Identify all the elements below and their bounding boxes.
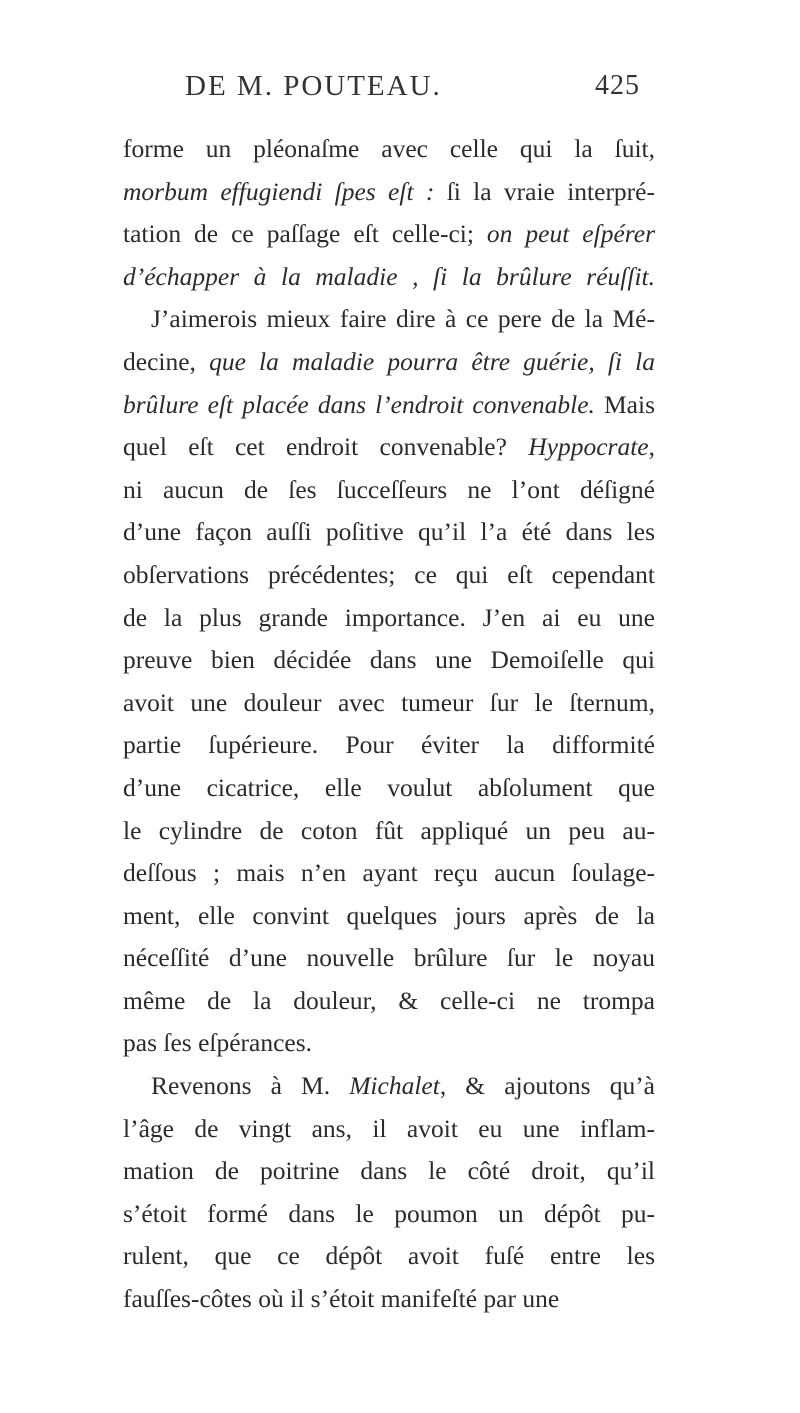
text-segment: obſervations précédentes; ce qui eſt cependant	[123, 559, 655, 589]
italic-text: on peut eſpérer	[486, 219, 655, 249]
text-line	[123, 1022, 655, 1065]
text-line	[123, 937, 655, 980]
text-line	[123, 341, 655, 384]
text-segment: rulent, que ce dépôt avoit fuſé entre les	[123, 1241, 655, 1271]
text-segment: ment, elle convint quelques jours après de la	[123, 900, 655, 930]
text-line	[123, 1150, 655, 1193]
italic-text: Hyppocrate	[528, 432, 649, 462]
text-segment: partie ſupérieure. Pour éviter la difformité	[123, 730, 655, 760]
text-segment: d’une cicatrice, elle voulut abſolument que	[123, 772, 655, 802]
italic-text: brûlure eſt placée dans l’endroit convenable.	[123, 389, 595, 419]
text-line	[123, 852, 655, 895]
text-segment: quel eſt cet endroit convenable?	[123, 432, 529, 462]
text-line	[123, 511, 655, 554]
text-line	[123, 1108, 655, 1151]
text-segment: le cylindre de coton fût appliqué un peu au-	[123, 815, 655, 845]
text-line	[123, 213, 655, 256]
text-segment: Mais	[594, 389, 655, 419]
text-segment: de la plus grande importance. J’en ai eu une	[123, 602, 655, 632]
text-segment: ſi la vraie interpré-	[434, 176, 655, 206]
text-segment: preuve bien décidée dans une Demoiſelle qui	[123, 645, 655, 675]
text-line	[123, 128, 655, 171]
text-line	[123, 469, 655, 512]
text-segment: pas ſes eſpérances.	[123, 1028, 313, 1058]
text-segment: fauſſes-côtes où il s’étoit manifeſté par une	[123, 1284, 560, 1314]
text-line	[123, 810, 655, 853]
text-line	[123, 554, 655, 597]
text-line	[123, 384, 655, 427]
text-line	[123, 1235, 655, 1278]
text-segment: tation de ce paſſage eſt celle-ci;	[123, 219, 487, 249]
text-line	[123, 426, 655, 469]
text-segment: mation de poitrine dans le côté droit, qu’il	[123, 1156, 655, 1186]
text-line	[123, 767, 655, 810]
italic-text: que la maladie pourra être guérie, ſi la	[209, 346, 656, 376]
text-line	[123, 639, 655, 682]
italic-text: d’échapper à la maladie , ſi la brûlure réuſſit.	[123, 261, 655, 291]
text-segment: , & ajoutons qu’à	[439, 1071, 656, 1101]
text-segment: decine,	[123, 346, 210, 376]
text-line	[123, 980, 655, 1023]
running-head	[185, 70, 640, 110]
text-line	[123, 1193, 655, 1236]
text-line	[123, 298, 655, 341]
text-line	[123, 1065, 655, 1108]
italic-text: Michalet	[349, 1071, 440, 1101]
text-segment: Revenons à M.	[151, 1071, 350, 1101]
text-line	[123, 895, 655, 938]
page-number: 425	[595, 70, 640, 101]
text-line	[123, 724, 655, 767]
text-line	[123, 597, 655, 640]
text-segment: néceſſité d’une nouvelle brûlure ſur le noyau	[123, 943, 655, 973]
text-line	[123, 682, 655, 725]
running-head-title: DE M. POUTEAU.	[185, 70, 442, 102]
text-segment: ,	[648, 432, 655, 462]
text-segment: ni aucun de ſes ſucceſſeurs ne l’ont déſigné	[123, 474, 655, 504]
text-line	[123, 256, 655, 299]
text-segment: deſſous ; mais n’en ayant reçu aucun ſoulage-	[123, 858, 655, 888]
text-segment: J’aimerois mieux faire dire à ce pere de la Mé-	[151, 304, 655, 334]
text-segment: l’âge de vingt ans, il avoit eu une inflam-	[123, 1113, 655, 1143]
text-segment: s’étoit formé dans le poumon un dépôt pu-	[123, 1198, 655, 1228]
text-line	[123, 171, 655, 214]
text-segment: même de la douleur, & celle-ci ne trompa	[123, 985, 655, 1015]
italic-text: morbum effugiendi ſpes eſt :	[123, 176, 435, 206]
text-line	[123, 1278, 655, 1321]
text-segment: d’une façon auſſi poſitive qu’il l’a été dans les	[123, 517, 655, 547]
text-segment: avoit une douleur avec tumeur ſur le ſternum,	[123, 687, 655, 717]
text-segment: forme un pléonaſme avec celle qui la ſuit,	[123, 134, 655, 163]
body-text	[123, 128, 655, 1321]
